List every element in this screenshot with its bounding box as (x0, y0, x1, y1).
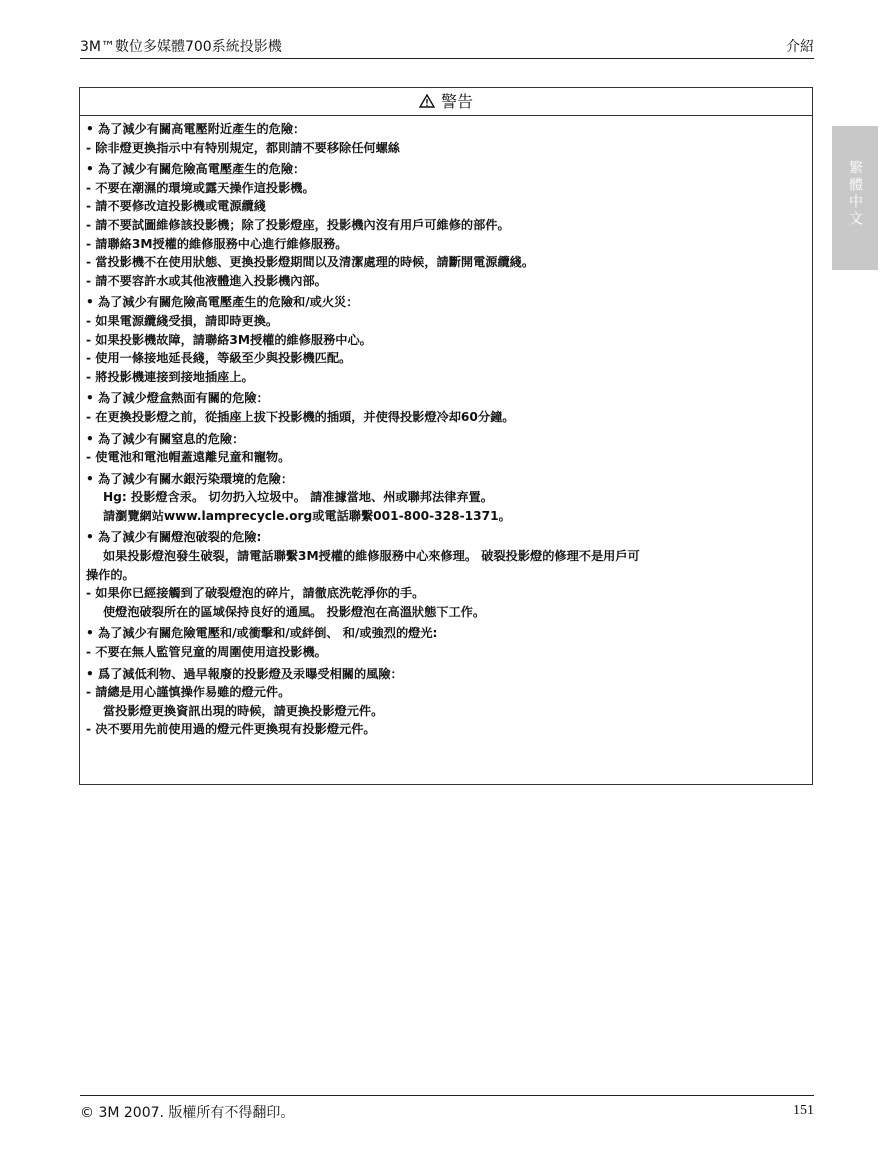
warning-item-line: - 請不要容許水或其他液體進入投影機內部。 (86, 273, 327, 288)
warning-box (79, 87, 813, 785)
warning-item-line: - 如果投影機故障，請聯絡3M授權的維修服務中心。 (86, 332, 372, 347)
warning-item (86, 160, 806, 290)
warning-item-heading: • 為了減少燈盒熱面有關的危險： (86, 391, 269, 406)
warning-item (86, 293, 806, 386)
warning-item-line: - 不要在無人監管兒童的周圍使用這投影機。 (86, 645, 327, 660)
warning-item-line: - 使用一條接地延長綫，等級至少與投影機匹配。 (86, 351, 352, 366)
warning-item-line: - 如果電源纜綫受損，請即時更換。 (86, 313, 279, 328)
warning-item-heading: • 為了減少有關危險電壓和/或衝擊和/或絆倒、 和/或強烈的燈光: (86, 626, 438, 641)
copyright-notice: © 3M 2007. 版權所有不得翻印。 (80, 1105, 295, 1121)
warning-item (86, 624, 806, 661)
page-number: 151 (793, 1103, 814, 1118)
warning-item-heading: • 為了減少有關危險高電壓產生的危險： (86, 162, 306, 177)
warning-triangle-icon (419, 88, 435, 115)
warning-item-line: 請瀏覽網站www.lamprecycle.org或電話聯繫001-800-328-1371。 (86, 508, 511, 523)
warning-item-heading: • 爲了減低利物、過早報廢的投影燈及汞曝受相關的風險： (86, 666, 403, 681)
warning-item-line: 當投影燈更換資訊出現的時候，請更換投影燈元件。 (86, 703, 384, 718)
warning-item-line: - 如果你已經接觸到了破裂燈泡的碎片，請徹底洗乾淨你的手。 (86, 586, 425, 601)
warning-item-line: 使燈泡破裂所在的區域保持良好的通風。 投影燈泡在高溫狀態下工作。 (86, 604, 486, 619)
warning-item-line: - 使電池和電池帽蓋遠離兒童和寵物。 (86, 450, 291, 465)
warning-item-line: - 當投影機不在使用狀態、更換投影燈期間以及清潔處理的時候，請斷開電源纜綫。 (86, 255, 535, 270)
document-title: 3M™數位多媒體700系統投影機 (80, 39, 282, 55)
warning-item-line: - 决不要用先前使用過的燈元件更換現有投影燈元件。 (86, 722, 376, 737)
warning-item-heading: • 為了減少有關燈泡破裂的危險: (86, 530, 262, 545)
warning-item (86, 389, 806, 426)
language-tab (832, 126, 878, 270)
section-label: 介紹 (786, 39, 814, 55)
warning-item (86, 528, 806, 621)
warning-item-line: - 在更換投影燈之前，從插座上拔下投影機的插頭，并使得投影燈冷却60分鐘。 (86, 409, 515, 424)
warning-title: 警告 (440, 92, 473, 111)
warning-body (80, 116, 812, 739)
warning-item-heading: • 為了減少有關水銀污染環境的危險： (86, 471, 294, 486)
warning-item-line: Hg: 投影燈含汞。 切勿扔入垃圾中。 請准據當地、州或聯邦法律弃置。 (86, 490, 493, 505)
warning-item-line: - 請不要修改這投影機或電源纜綫 (86, 199, 266, 214)
page-header (80, 36, 814, 58)
warning-item-line: - 不要在潮濕的環境或露天操作這投影機。 (86, 180, 315, 195)
language-tab-label: 繁體中文 (847, 160, 863, 228)
warning-item-line: - 請聯絡3M授權的維修服務中心進行維修服務。 (86, 236, 348, 251)
warning-item-line: 操作的。 (86, 567, 135, 582)
warning-item-line: - 將投影機連接到接地插座上。 (86, 369, 254, 384)
warning-item-line: - 除非燈更換指示中有特別規定，都則請不要移除任何螺絲 (86, 140, 400, 155)
warning-item-line: - 請總是用心謹慎操作易雖的燈元件。 (86, 685, 291, 700)
warning-item (86, 665, 806, 739)
warning-item (86, 430, 806, 467)
warning-item-heading: • 為了減少有關高電壓附近產生的危險： (86, 122, 306, 136)
warning-item-heading: • 為了減少有關危險高電壓產生的危險和/或火災： (86, 295, 359, 310)
warning-item-line: 如果投影燈泡發生破裂，請電話聯繫3M授權的維修服務中心來修理。 破裂投影燈的修理不是用戶可 (86, 549, 640, 564)
footer-rule (80, 1095, 814, 1096)
header-rule (80, 58, 814, 59)
warning-item (86, 120, 806, 157)
warning-item-line: - 請不要試圖維修該投影機；除了投影燈座，投影機內沒有用戶可維修的部件。 (86, 217, 510, 232)
warning-item-heading: • 為了減少有關窒息的危險： (86, 431, 245, 446)
warning-item (86, 470, 806, 526)
warning-header (80, 88, 812, 116)
